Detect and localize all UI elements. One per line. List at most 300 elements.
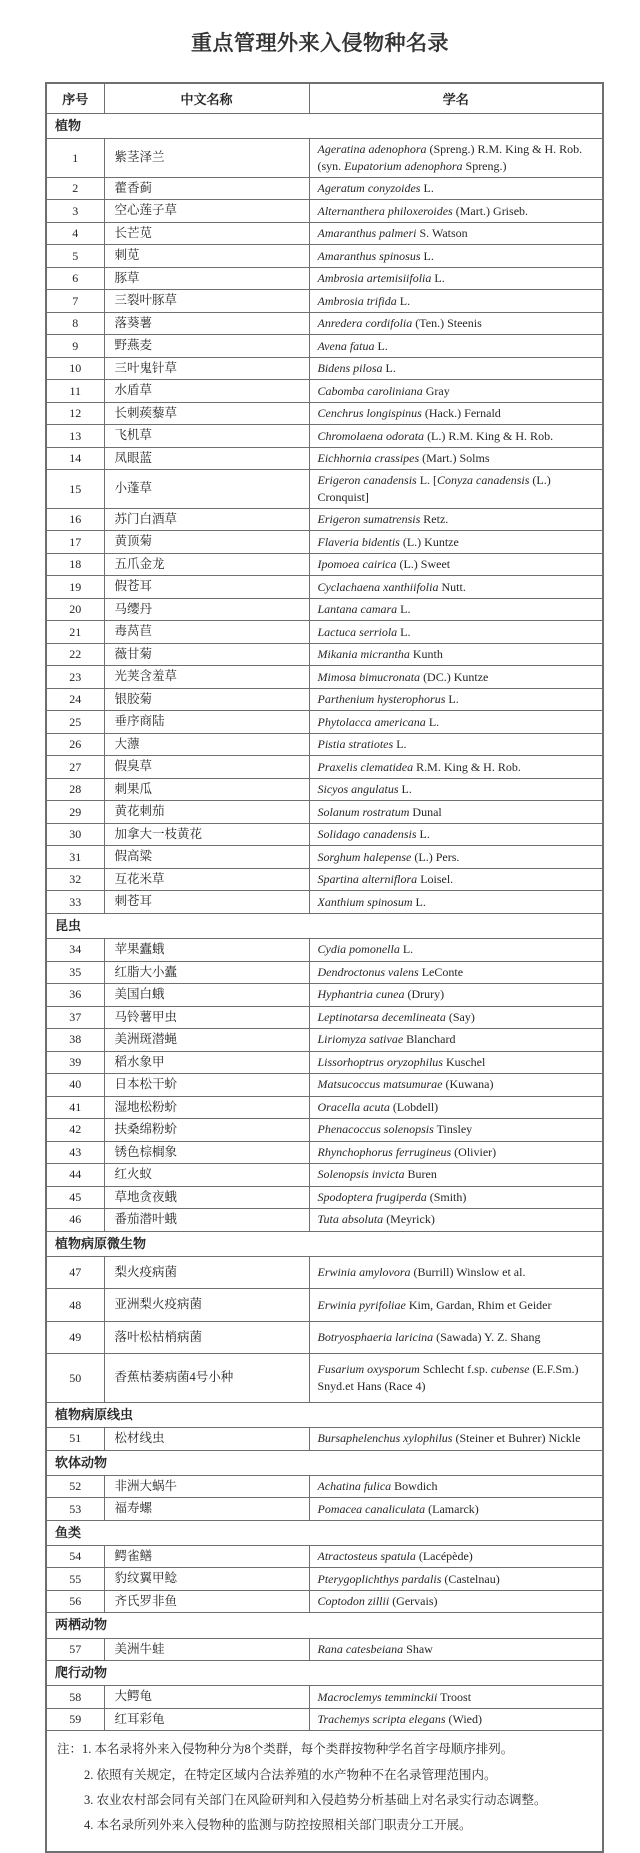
note-text: 2. 依照有关规定，在特定区域内合法养殖的水产物种不在名录管理范围内。 (84, 1767, 497, 1782)
sci-name-latin: Mikania micrantha (317, 647, 410, 662)
cell-index: 10 (46, 357, 104, 380)
cell-scientific-name (309, 868, 603, 891)
sci-name-latin: Leptinotarsa decemlineata (317, 1009, 446, 1024)
group-label: 软体动物 (46, 1450, 603, 1475)
cell-index: 33 (46, 891, 104, 914)
table-row (46, 1186, 603, 1209)
cell-index: 24 (46, 688, 104, 711)
group-label: 两栖动物 (46, 1613, 603, 1638)
table-row (46, 1209, 603, 1232)
sci-name-latin: Rhynchophorus ferrugineus (317, 1144, 452, 1159)
cell-scientific-name (309, 139, 603, 178)
sci-name-author: (Lamarck) (425, 1501, 479, 1516)
note-line (57, 1813, 592, 1838)
cell-chinese-name: 稻水象甲 (104, 1051, 309, 1074)
cell-scientific-name (309, 290, 603, 313)
sci-name-latin: Solidago canadensis (317, 827, 417, 842)
table-row (46, 576, 603, 599)
table-row (46, 778, 603, 801)
cell-scientific-name (309, 1164, 603, 1187)
cell-index: 29 (46, 801, 104, 824)
sci-name-latin: Solenopsis invicta (317, 1167, 405, 1182)
sci-name-latin: Flaveria bidentis (317, 534, 400, 549)
sci-name-author: (Hack.) Fernald (421, 406, 501, 421)
cell-index: 27 (46, 756, 104, 779)
sci-name-author: R.M. King & H. Rob. (413, 759, 521, 774)
cell-scientific-name (309, 621, 603, 644)
sci-name-author: (Mart.) Griseb. (452, 203, 529, 218)
cell-chinese-name: 薇甘菊 (104, 643, 309, 666)
cell-chinese-name: 三裂叶豚草 (104, 290, 309, 313)
cell-chinese-name: 野燕麦 (104, 335, 309, 358)
cell-index: 50 (46, 1354, 104, 1403)
cell-chinese-name: 假高粱 (104, 846, 309, 869)
cell-chinese-name: 日本松干蚧 (104, 1074, 309, 1097)
cell-scientific-name (309, 666, 603, 689)
cell-scientific-name (309, 711, 603, 734)
cell-index: 5 (46, 245, 104, 268)
cell-chinese-name: 刺苍耳 (104, 891, 309, 914)
cell-index: 16 (46, 508, 104, 531)
cell-chinese-name: 水盾草 (104, 380, 309, 403)
table-row (46, 245, 603, 268)
cell-index: 45 (46, 1186, 104, 1209)
cell-scientific-name (309, 553, 603, 576)
cell-scientific-name (309, 1428, 603, 1451)
table-row (46, 357, 603, 380)
sci-name-latin: Rana catesbeiana (317, 1641, 404, 1656)
cell-index: 57 (46, 1638, 104, 1661)
cell-index: 32 (46, 868, 104, 891)
cell-scientific-name (309, 823, 603, 846)
sci-name-latin: Bidens pilosa (317, 361, 383, 376)
cell-chinese-name: 假苍耳 (104, 576, 309, 599)
table-row (46, 267, 603, 290)
table-row (46, 688, 603, 711)
sci-name-author: Gray (422, 383, 450, 398)
cell-scientific-name (309, 177, 603, 200)
sci-name-author: Nutt. (438, 579, 466, 594)
cell-chinese-name: 凤眼蓝 (104, 447, 309, 470)
cell-index: 56 (46, 1590, 104, 1613)
cell-scientific-name (309, 335, 603, 358)
cell-scientific-name (309, 1590, 603, 1613)
sci-name-author: (L.) Cronquist] (317, 473, 551, 505)
sci-name-latin: Amaranthus spinosus (317, 248, 421, 263)
sci-name-author: Loisel. (417, 872, 454, 887)
cell-scientific-name (309, 1209, 603, 1232)
cell-scientific-name (309, 245, 603, 268)
table-header-row (46, 83, 603, 114)
cell-scientific-name (309, 1029, 603, 1052)
cell-index: 4 (46, 222, 104, 245)
sci-name-latin: Sorghum halepense (317, 849, 412, 864)
table-row (46, 470, 603, 509)
table-row (46, 1498, 603, 1521)
sci-name-author: (Lacépède) (415, 1549, 473, 1564)
cell-chinese-name: 假臭草 (104, 756, 309, 779)
table-row (46, 1289, 603, 1322)
sci-name-author: (L.) Pers. (411, 849, 460, 864)
cell-chinese-name: 长刺蒺藜草 (104, 402, 309, 425)
cell-chinese-name: 美洲牛蛙 (104, 1638, 309, 1661)
cell-chinese-name: 齐氏罗非鱼 (104, 1590, 309, 1613)
sci-name-author: (Kuwana) (442, 1077, 494, 1092)
table-row (46, 643, 603, 666)
notes-cell (46, 1731, 603, 1852)
sci-name-latin: Erwinia amylovora (317, 1265, 411, 1280)
cell-scientific-name (309, 778, 603, 801)
sci-name-latin: Trachemys scripta elegans (317, 1712, 446, 1727)
cell-chinese-name: 扶桑绵粉蚧 (104, 1119, 309, 1142)
sci-name-author: L. (398, 782, 412, 797)
cell-scientific-name (309, 1074, 603, 1097)
sci-name-author: (Burrill) Winslow et al. (410, 1265, 526, 1280)
cell-scientific-name (309, 508, 603, 531)
cell-index: 11 (46, 380, 104, 403)
cell-index: 58 (46, 1686, 104, 1709)
table-row (46, 1590, 603, 1613)
sci-name-author: Spreng.) (462, 158, 507, 173)
table-row (46, 531, 603, 554)
sci-name-author: L. (396, 293, 411, 308)
cell-scientific-name (309, 1119, 603, 1142)
sci-name-latin: Lissorhoptrus oryzophilus (317, 1054, 443, 1069)
table-row (46, 846, 603, 869)
cell-index: 52 (46, 1475, 104, 1498)
cell-chinese-name: 美洲斑潜蝇 (104, 1029, 309, 1052)
cell-index: 35 (46, 961, 104, 984)
cell-chinese-name: 互花米草 (104, 868, 309, 891)
sci-name-author: (Say) (445, 1009, 475, 1024)
sci-name-latin: Tuta absoluta (317, 1212, 384, 1227)
cell-scientific-name (309, 1186, 603, 1209)
table-row (46, 1074, 603, 1097)
sci-name-author: S. Watson (416, 226, 468, 241)
cell-chinese-name: 马铃薯甲虫 (104, 1006, 309, 1029)
table-row (46, 1475, 603, 1498)
cell-chinese-name: 红耳彩龟 (104, 1708, 309, 1731)
sci-name-latin: Parthenium hysterophorus (317, 692, 446, 707)
cell-scientific-name (309, 1498, 603, 1521)
cell-index: 31 (46, 846, 104, 869)
group-header-row (46, 913, 603, 938)
sci-name-author: Blanchard (403, 1032, 456, 1047)
cell-chinese-name: 鳄雀鳝 (104, 1545, 309, 1568)
table-row (46, 553, 603, 576)
table-row (46, 508, 603, 531)
cell-index: 26 (46, 733, 104, 756)
sci-name-author: (L.) Sweet (396, 557, 451, 572)
cell-chinese-name: 光荚含羞草 (104, 666, 309, 689)
table-row (46, 290, 603, 313)
cell-chinese-name: 苹果蠹蛾 (104, 939, 309, 962)
sci-name-author: L. (420, 181, 434, 196)
sci-name-latin: Achatina fulica (317, 1479, 392, 1494)
cell-index: 55 (46, 1568, 104, 1591)
sci-name-latin: Cenchrus longispinus (317, 406, 422, 421)
cell-index: 20 (46, 598, 104, 621)
cell-scientific-name (309, 531, 603, 554)
cell-index: 47 (46, 1256, 104, 1289)
cell-scientific-name (309, 1289, 603, 1322)
group-header-row (46, 1450, 603, 1475)
cell-chinese-name: 刺果瓜 (104, 778, 309, 801)
notes-prefix: 注： (57, 1742, 83, 1757)
sci-name-latin: Hyphantria cunea (317, 987, 405, 1002)
cell-index: 38 (46, 1029, 104, 1052)
cell-chinese-name: 垂序商陆 (104, 711, 309, 734)
sci-name-author: (Spreng.) R.M. King & H. Rob. (syn. (317, 142, 583, 173)
sci-name-author: L. (412, 894, 426, 909)
cell-index: 15 (46, 470, 104, 509)
table-row (46, 1164, 603, 1187)
table-row (46, 447, 603, 470)
cell-index: 39 (46, 1051, 104, 1074)
sci-name-author: L. (416, 827, 430, 842)
cell-chinese-name: 大鳄龟 (104, 1686, 309, 1709)
cell-scientific-name (309, 1475, 603, 1498)
cell-scientific-name (309, 1096, 603, 1119)
note-line (57, 1788, 592, 1813)
cell-scientific-name (309, 1051, 603, 1074)
note-text: 4. 本名录所列外来入侵物种的监测与防控按照相关部门职责分工开展。 (84, 1818, 472, 1833)
sci-name-latin: Eichhornia crassipes (317, 451, 420, 466)
cell-index: 18 (46, 553, 104, 576)
group-header-row (46, 1661, 603, 1686)
cell-index: 14 (46, 447, 104, 470)
cell-scientific-name (309, 470, 603, 509)
sci-name-author: L. (425, 714, 440, 729)
table-row (46, 598, 603, 621)
sci-name-author: Kuschel (442, 1054, 486, 1069)
cell-index: 49 (46, 1321, 104, 1354)
table-row (46, 621, 603, 644)
sci-name-latin: Fusarium oxysporum (317, 1362, 420, 1377)
sci-name-author: (Lobdell) (389, 1099, 439, 1114)
cell-scientific-name (309, 1354, 603, 1403)
sci-name-author: (Mart.) Solms (419, 451, 490, 466)
table-row (46, 425, 603, 448)
cell-scientific-name (309, 222, 603, 245)
sci-name-author: L. (382, 361, 396, 376)
cell-scientific-name (309, 1256, 603, 1289)
cell-index: 34 (46, 939, 104, 962)
sci-name-author: Tinsley (433, 1122, 473, 1137)
cell-scientific-name (309, 598, 603, 621)
table-row (46, 1006, 603, 1029)
sci-name-latin: Solanum rostratum (317, 804, 410, 819)
sci-name-latin: Xanthium spinosum (317, 894, 413, 909)
header-cell-chinese-name: 中文名称 (104, 83, 309, 114)
sci-name-latin: Cydia pomonella (317, 942, 400, 957)
sci-name-latin: Liriomyza sativae (317, 1032, 404, 1047)
cell-chinese-name: 毒莴苣 (104, 621, 309, 644)
cell-scientific-name (309, 984, 603, 1007)
sci-name-author: L. (431, 271, 445, 286)
sci-name-latin: Conyza canadensis (437, 473, 530, 488)
sci-name-author: (Steiner et Buhrer) Nickle (452, 1431, 581, 1446)
cell-chinese-name: 空心莲子草 (104, 200, 309, 223)
cell-index: 41 (46, 1096, 104, 1119)
sci-name-latin: Botryosphaeria laricina (317, 1330, 434, 1345)
cell-scientific-name (309, 733, 603, 756)
table-row (46, 1029, 603, 1052)
cell-scientific-name (309, 1638, 603, 1661)
cell-index: 9 (46, 335, 104, 358)
sci-name-author: Troost (437, 1689, 472, 1704)
sci-name-author: Bowdich (391, 1479, 438, 1494)
cell-index: 44 (46, 1164, 104, 1187)
cell-index: 22 (46, 643, 104, 666)
header-cell-scientific-name: 学名 (309, 83, 603, 114)
table-row (46, 1354, 603, 1403)
group-label: 爬行动物 (46, 1661, 603, 1686)
sci-name-latin: Erigeron canadensis (317, 473, 417, 488)
cell-chinese-name: 非洲大蜗牛 (104, 1475, 309, 1498)
cell-chinese-name: 加拿大一枝黄花 (104, 823, 309, 846)
cell-index: 12 (46, 402, 104, 425)
cell-scientific-name (309, 1686, 603, 1709)
cell-chinese-name: 松材线虫 (104, 1428, 309, 1451)
sci-name-latin: Mimosa bimucronata (317, 669, 421, 684)
table-row (46, 1119, 603, 1142)
cell-index: 8 (46, 312, 104, 335)
cell-index: 13 (46, 425, 104, 448)
cell-chinese-name: 黄顶菊 (104, 531, 309, 554)
cell-chinese-name: 飞机草 (104, 425, 309, 448)
header-cell-index: 序号 (46, 83, 104, 114)
cell-index: 46 (46, 1209, 104, 1232)
cell-chinese-name: 落葵薯 (104, 312, 309, 335)
sci-name-latin: Phytolacca americana (317, 714, 426, 729)
cell-chinese-name: 银胶菊 (104, 688, 309, 711)
table-row (46, 823, 603, 846)
sci-name-latin: Lantana camara (317, 602, 398, 617)
cell-index: 17 (46, 531, 104, 554)
sci-name-latin: Pistia stratiotes (317, 737, 394, 752)
cell-scientific-name (309, 846, 603, 869)
table-row (46, 1141, 603, 1164)
group-header-row (46, 1402, 603, 1427)
sci-name-latin: Eupatorium adenophora (344, 158, 463, 173)
table-row (46, 200, 603, 223)
cell-scientific-name (309, 801, 603, 824)
sci-name-author: (L.) R.M. King & H. Rob. (424, 428, 554, 443)
cell-chinese-name: 红火蚁 (104, 1164, 309, 1187)
table-row (46, 891, 603, 914)
cell-index: 3 (46, 200, 104, 223)
sci-name-author: (Gervais) (389, 1594, 438, 1609)
cell-chinese-name: 梨火疫病菌 (104, 1256, 309, 1289)
sci-name-author: (Drury) (404, 987, 445, 1002)
table-row (46, 139, 603, 178)
sci-name-latin: Spartina alterniflora (317, 872, 418, 887)
cell-chinese-name: 豚草 (104, 267, 309, 290)
cell-scientific-name (309, 939, 603, 962)
sci-name-author: Shaw (403, 1641, 433, 1656)
sci-name-latin: Pomacea canaliculata (317, 1501, 426, 1516)
cell-scientific-name (309, 576, 603, 599)
table-row (46, 1545, 603, 1568)
sci-name-author: Kim, Gardan, Rhim et Geider (405, 1297, 552, 1312)
cell-scientific-name (309, 200, 603, 223)
sci-name-latin: Phenacoccus solenopsis (317, 1122, 434, 1137)
cell-chinese-name: 番茄潜叶蛾 (104, 1209, 309, 1232)
cell-scientific-name (309, 402, 603, 425)
table-row (46, 312, 603, 335)
sci-name-author: L. (399, 942, 414, 957)
cell-scientific-name (309, 1321, 603, 1354)
sci-name-author: Retz. (420, 512, 449, 527)
table-row (46, 177, 603, 200)
table-row (46, 939, 603, 962)
cell-scientific-name (309, 961, 603, 984)
sci-name-author: (Olivier) (451, 1144, 497, 1159)
sci-name-latin: Erigeron sumatrensis (317, 512, 421, 527)
sci-name-latin: Erwinia pyrifoliae (317, 1297, 406, 1312)
cell-chinese-name: 美国白蛾 (104, 984, 309, 1007)
cell-chinese-name: 湿地松粉蚧 (104, 1096, 309, 1119)
sci-name-author: Dunal (409, 804, 442, 819)
cell-scientific-name (309, 1006, 603, 1029)
sci-name-latin: Amaranthus palmeri (317, 226, 417, 241)
cell-index: 21 (46, 621, 104, 644)
sci-name-latin: Dendroctonus valens (317, 964, 419, 979)
cell-index: 25 (46, 711, 104, 734)
sci-name-latin: Matsucoccus matsumurae (317, 1077, 443, 1092)
sci-name-latin: Macroclemys temminckii (317, 1689, 438, 1704)
cell-chinese-name: 小蓬草 (104, 470, 309, 509)
sci-name-author: L. (397, 624, 411, 639)
group-header-row (46, 1231, 603, 1256)
sci-name-latin: Cyclachaena xanthiifolia (317, 579, 439, 594)
note-line (57, 1737, 592, 1762)
sci-name-author: Schlecht f.sp. (419, 1362, 491, 1377)
table-row (46, 1638, 603, 1661)
cell-index: 30 (46, 823, 104, 846)
sci-name-latin: Cabomba caroliniana (317, 383, 423, 398)
sci-name-latin: Anredera cordifolia (317, 316, 413, 331)
cell-chinese-name: 长芒苋 (104, 222, 309, 245)
sci-name-author: L. (374, 338, 388, 353)
cell-scientific-name (309, 425, 603, 448)
species-table (45, 82, 604, 1853)
group-label: 鱼类 (46, 1520, 603, 1545)
sci-name-author: (Smith) (426, 1189, 467, 1204)
sci-name-author: (Meyrick) (383, 1212, 435, 1227)
cell-scientific-name (309, 267, 603, 290)
cell-index: 7 (46, 290, 104, 313)
cell-chinese-name: 大薸 (104, 733, 309, 756)
cell-scientific-name (309, 1708, 603, 1731)
sci-name-latin: Atractosteus spatula (317, 1549, 416, 1564)
cell-index: 6 (46, 267, 104, 290)
table-row (46, 335, 603, 358)
sci-name-author: (Ten.) Steenis (412, 316, 482, 331)
table-row (46, 1708, 603, 1731)
cell-index: 53 (46, 1498, 104, 1521)
cell-index: 42 (46, 1119, 104, 1142)
cell-scientific-name (309, 1545, 603, 1568)
sci-name-author: Buren (404, 1167, 437, 1182)
note-text: 1. 本名录将外来入侵物种分为8个类群，每个类群按物种学名首字母顺序排列。 (82, 1742, 514, 1757)
cell-chinese-name: 福寿螺 (104, 1498, 309, 1521)
sci-name-latin: Ipomoea cairica (317, 557, 397, 572)
sci-name-latin: Pterygoplichthys pardalis (317, 1571, 442, 1586)
group-label: 植物病原微生物 (46, 1231, 603, 1256)
sci-name-latin: Alternanthera philoxeroides (317, 203, 453, 218)
